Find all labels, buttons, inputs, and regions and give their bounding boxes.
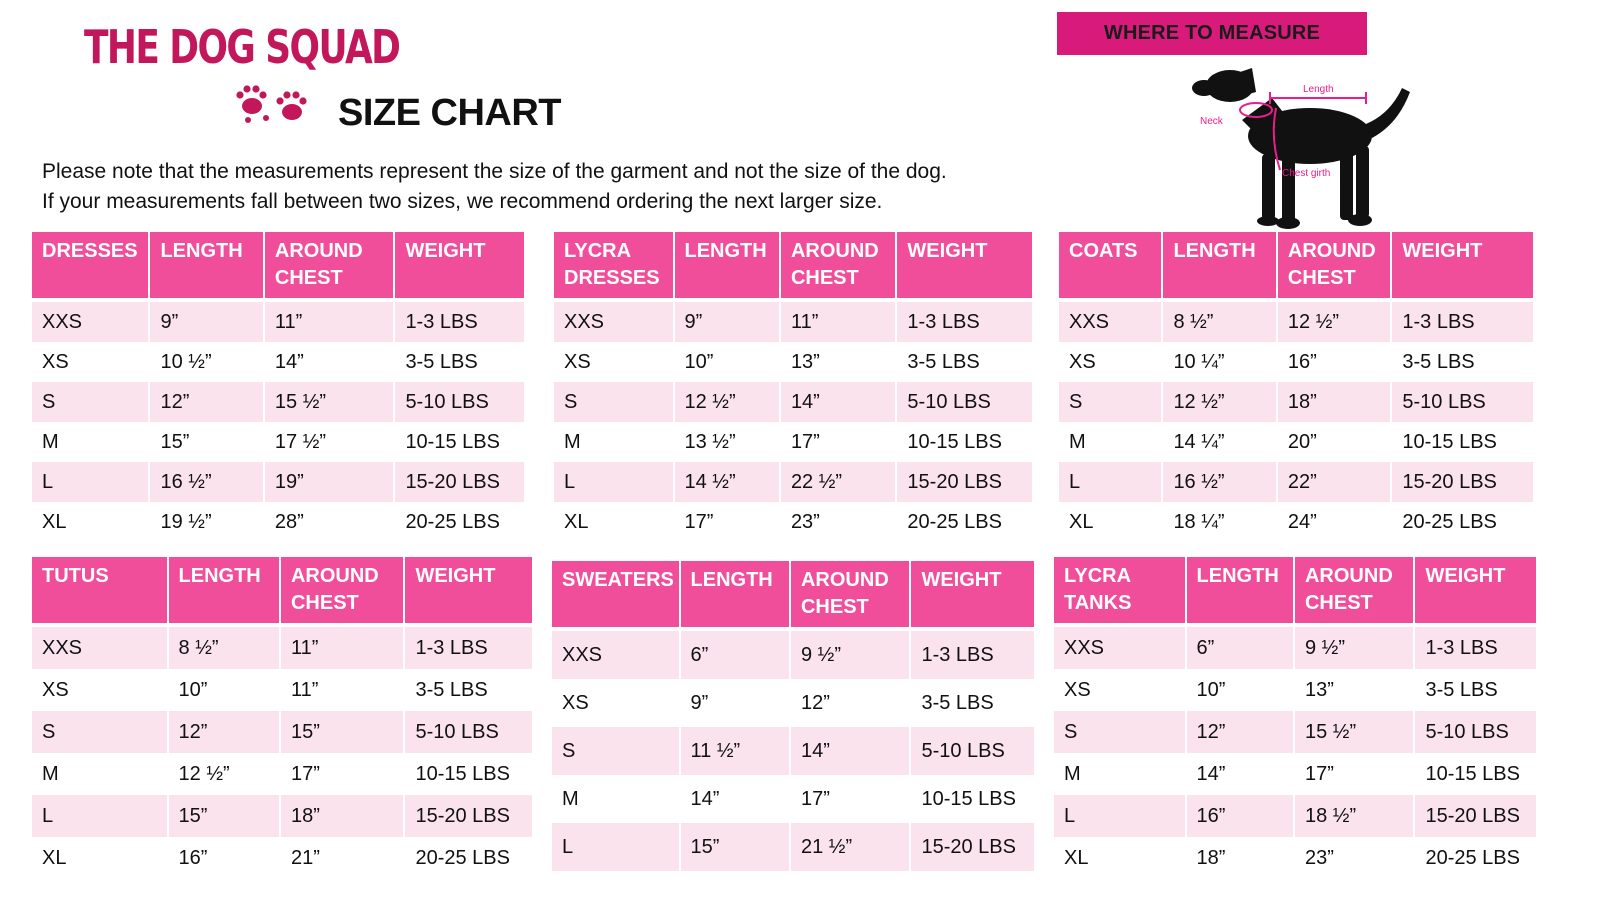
table-cell: 15” <box>681 823 789 871</box>
table-row <box>32 837 532 879</box>
table-cell: 22 ½” <box>781 462 895 502</box>
table-cell: 15-20 LBS <box>1392 462 1533 502</box>
column-header: LENGTH <box>1187 557 1293 627</box>
table-cell: 15” <box>169 795 279 837</box>
table-cell: M <box>1054 753 1185 795</box>
table-cell: 5-10 LBS <box>911 727 1034 775</box>
table-row <box>32 462 524 502</box>
column-header: WEIGHT <box>1392 232 1533 302</box>
table-cell: 14” <box>791 727 909 775</box>
table-cell: M <box>554 422 673 462</box>
table-row <box>1054 669 1536 711</box>
table-cell: XL <box>32 502 148 542</box>
table-cell: 12” <box>1187 711 1293 753</box>
table-row <box>554 382 1032 422</box>
table-cell: XS <box>1054 669 1185 711</box>
table-cell: 20-25 LBS <box>1392 502 1533 542</box>
table-row <box>32 627 532 669</box>
table-cell: 14 ½” <box>675 462 779 502</box>
table-cell: M <box>1059 422 1161 462</box>
table-cell: 19 ½” <box>150 502 262 542</box>
table-cell: 10-15 LBS <box>897 422 1032 462</box>
table-cell: 17” <box>675 502 779 542</box>
table-cell: 9” <box>150 302 262 342</box>
table-cell: XL <box>32 837 167 879</box>
table-row <box>32 302 524 342</box>
table-cell: 16” <box>1278 342 1390 382</box>
table-header-row <box>552 561 1034 631</box>
table-cell: 18 ½” <box>1295 795 1413 837</box>
table-cell: 13” <box>1295 669 1413 711</box>
table-cell: 10-15 LBS <box>911 775 1034 823</box>
table-cell: 11 ½” <box>681 727 789 775</box>
coats-size-table <box>1057 232 1535 542</box>
table-cell: 13 ½” <box>675 422 779 462</box>
table-cell: 1-3 LBS <box>897 302 1032 342</box>
table-row <box>554 462 1032 502</box>
table-cell: 14” <box>781 382 895 422</box>
column-header: SWEATERS <box>552 561 679 631</box>
table-cell: 12 ½” <box>675 382 779 422</box>
table-row <box>552 631 1034 679</box>
table-row <box>1059 422 1533 462</box>
table-cell: 23” <box>1295 837 1413 879</box>
table-cell: XXS <box>552 631 679 679</box>
table-row <box>1054 753 1536 795</box>
table-row <box>32 422 524 462</box>
table-cell: 10-15 LBS <box>405 753 532 795</box>
table-cell: 21 ½” <box>791 823 909 871</box>
table-row <box>1054 627 1536 669</box>
table-cell: XXS <box>1059 302 1161 342</box>
table-row <box>1054 711 1536 753</box>
table-cell: 21” <box>281 837 403 879</box>
column-header: AROUND CHEST <box>265 232 394 302</box>
column-header: COATS <box>1059 232 1161 302</box>
table-cell: 24” <box>1278 502 1390 542</box>
table-row <box>32 711 532 753</box>
table-header-row <box>32 557 532 627</box>
table-cell: 15” <box>150 422 262 462</box>
column-header: TUTUS <box>32 557 167 627</box>
column-header: LENGTH <box>1163 232 1275 302</box>
table-cell: 18” <box>281 795 403 837</box>
table-row <box>1059 342 1533 382</box>
table-row <box>1054 795 1536 837</box>
table-row <box>32 382 524 422</box>
table-cell: 12” <box>791 679 909 727</box>
table-cell: 10” <box>169 669 279 711</box>
table-cell: 9 ½” <box>791 631 909 679</box>
table-cell: 6” <box>681 631 789 679</box>
table-cell: 15-20 LBS <box>911 823 1034 871</box>
table-cell: L <box>32 795 167 837</box>
table-cell: 16 ½” <box>150 462 262 502</box>
table-cell: 15-20 LBS <box>405 795 532 837</box>
table-header-row <box>554 232 1032 302</box>
table-cell: 1-3 LBS <box>395 302 524 342</box>
table-cell: 9” <box>675 302 779 342</box>
table-cell: L <box>552 823 679 871</box>
table-cell: 3-5 LBS <box>1415 669 1536 711</box>
table-row <box>32 502 524 542</box>
table-cell: XS <box>1059 342 1161 382</box>
table-row <box>1054 837 1536 879</box>
table-cell: 11” <box>781 302 895 342</box>
table-cell: 10-15 LBS <box>395 422 524 462</box>
column-header: AROUND CHEST <box>791 561 909 631</box>
column-header: WEIGHT <box>395 232 524 302</box>
table-cell: 3-5 LBS <box>911 679 1034 727</box>
table-cell: 6” <box>1187 627 1293 669</box>
table-cell: 16” <box>1187 795 1293 837</box>
neck-label: Neck <box>1200 116 1223 127</box>
table-row <box>32 753 532 795</box>
table-cell: 12 ½” <box>169 753 279 795</box>
table-cell: 3-5 LBS <box>405 669 532 711</box>
table-cell: XL <box>554 502 673 542</box>
chest-girth-label: Chest girth <box>1282 168 1331 179</box>
column-header: WEIGHT <box>911 561 1034 631</box>
dog-measure-diagram <box>1190 58 1420 234</box>
table-row <box>554 502 1032 542</box>
table-cell: 8 ½” <box>1163 302 1275 342</box>
length-label: Length <box>1303 84 1334 95</box>
table-header-row <box>1054 557 1536 627</box>
where-to-measure-banner: WHERE TO MEASURE <box>1057 12 1367 55</box>
table-cell: 10” <box>1187 669 1293 711</box>
table-row <box>1059 302 1533 342</box>
table-cell: 11” <box>281 627 403 669</box>
table-cell: 22” <box>1278 462 1390 502</box>
table-cell: 14” <box>681 775 789 823</box>
table-cell: 20-25 LBS <box>395 502 524 542</box>
table-cell: L <box>1054 795 1185 837</box>
table-row <box>554 342 1032 382</box>
table-cell: 12” <box>169 711 279 753</box>
table-cell: 5-10 LBS <box>405 711 532 753</box>
table-cell: XS <box>32 342 148 382</box>
table-cell: L <box>1059 462 1161 502</box>
table-cell: S <box>32 382 148 422</box>
column-header: AROUND CHEST <box>1295 557 1413 627</box>
table-cell: 17” <box>791 775 909 823</box>
table-cell: 12 ½” <box>1163 382 1275 422</box>
table-cell: 13” <box>781 342 895 382</box>
table-cell: 20-25 LBS <box>405 837 532 879</box>
table-cell: 18” <box>1278 382 1390 422</box>
brand-logo <box>84 20 400 120</box>
lycra-dresses-size-table <box>552 232 1034 542</box>
brand-name: THE DOG SQUAD <box>84 20 400 74</box>
column-header: DRESSES <box>32 232 148 302</box>
column-header: AROUND CHEST <box>281 557 403 627</box>
table-cell: 18” <box>1187 837 1293 879</box>
column-header: LYCRA DRESSES <box>554 232 673 302</box>
table-cell: 17 ½” <box>265 422 394 462</box>
table-cell: 11” <box>281 669 403 711</box>
table-cell: 5-10 LBS <box>1415 711 1536 753</box>
table-cell: 10-15 LBS <box>1392 422 1533 462</box>
table-cell: 17” <box>1295 753 1413 795</box>
table-cell: S <box>1054 711 1185 753</box>
table-cell: 15 ½” <box>1295 711 1413 753</box>
table-cell: 12 ½” <box>1278 302 1390 342</box>
table-cell: XS <box>554 342 673 382</box>
table-cell: 10 ½” <box>150 342 262 382</box>
table-row <box>32 795 532 837</box>
table-cell: M <box>32 753 167 795</box>
column-header: WEIGHT <box>405 557 532 627</box>
table-cell: 16” <box>169 837 279 879</box>
column-header: LENGTH <box>169 557 279 627</box>
table-cell: 15-20 LBS <box>897 462 1032 502</box>
table-row <box>552 679 1034 727</box>
table-cell: M <box>552 775 679 823</box>
table-cell: XXS <box>1054 627 1185 669</box>
table-cell: 12” <box>150 382 262 422</box>
table-cell: 16 ½” <box>1163 462 1275 502</box>
table-cell: 5-10 LBS <box>1392 382 1533 422</box>
table-cell: 20” <box>1278 422 1390 462</box>
table-cell: XXS <box>554 302 673 342</box>
table-cell: 9” <box>681 679 789 727</box>
column-header: LENGTH <box>675 232 779 302</box>
table-cell: 14” <box>1187 753 1293 795</box>
column-header: AROUND CHEST <box>1278 232 1390 302</box>
note-line-2: If your measurements fall between two sizes, we recommend ordering the next larger size. <box>42 190 883 213</box>
page-title: SIZE CHART <box>338 92 561 134</box>
table-cell: 10” <box>675 342 779 382</box>
table-cell: S <box>552 727 679 775</box>
table-cell: 10-15 LBS <box>1415 753 1536 795</box>
table-cell: 8 ½” <box>169 627 279 669</box>
table-row <box>552 775 1034 823</box>
table-row <box>554 302 1032 342</box>
table-cell: 3-5 LBS <box>897 342 1032 382</box>
table-row <box>1059 462 1533 502</box>
column-header: LENGTH <box>150 232 262 302</box>
table-row <box>552 727 1034 775</box>
table-row <box>1059 502 1533 542</box>
table-cell: 5-10 LBS <box>395 382 524 422</box>
table-cell: M <box>32 422 148 462</box>
column-header: WEIGHT <box>1415 557 1536 627</box>
table-cell: XXS <box>32 627 167 669</box>
table-cell: 1-3 LBS <box>405 627 532 669</box>
table-row <box>32 342 524 382</box>
table-row <box>1059 382 1533 422</box>
table-cell: XS <box>32 669 167 711</box>
table-cell: 3-5 LBS <box>1392 342 1533 382</box>
column-header: LYCRA TANKS <box>1054 557 1185 627</box>
table-row <box>32 669 532 711</box>
table-cell: 28” <box>265 502 394 542</box>
table-header-row <box>32 232 524 302</box>
table-row <box>554 422 1032 462</box>
table-cell: 1-3 LBS <box>1415 627 1536 669</box>
table-cell: 20-25 LBS <box>897 502 1032 542</box>
table-cell: 14 ¼” <box>1163 422 1275 462</box>
table-cell: 20-25 LBS <box>1415 837 1536 879</box>
table-cell: XXS <box>32 302 148 342</box>
table-cell: S <box>554 382 673 422</box>
table-cell: 1-3 LBS <box>1392 302 1533 342</box>
table-cell: L <box>32 462 148 502</box>
table-cell: 1-3 LBS <box>911 631 1034 679</box>
table-cell: 18 ¼” <box>1163 502 1275 542</box>
table-cell: 14” <box>265 342 394 382</box>
table-cell: S <box>32 711 167 753</box>
table-cell: 23” <box>781 502 895 542</box>
column-header: LENGTH <box>681 561 789 631</box>
table-cell: XS <box>552 679 679 727</box>
table-cell: 17” <box>781 422 895 462</box>
table-cell: 15” <box>281 711 403 753</box>
sweaters-size-table <box>550 561 1036 871</box>
table-cell: 10 ¼” <box>1163 342 1275 382</box>
table-cell: S <box>1059 382 1161 422</box>
lycra-tanks-size-table <box>1052 557 1538 879</box>
table-cell: 15 ½” <box>265 382 394 422</box>
column-header: WEIGHT <box>897 232 1032 302</box>
table-cell: 17” <box>281 753 403 795</box>
paw-prints-icon <box>234 68 324 132</box>
tutus-size-table <box>30 557 534 879</box>
table-cell: 3-5 LBS <box>395 342 524 382</box>
table-cell: 5-10 LBS <box>897 382 1032 422</box>
table-cell: 9 ½” <box>1295 627 1413 669</box>
table-cell: XL <box>1054 837 1185 879</box>
table-cell: L <box>554 462 673 502</box>
table-cell: 15-20 LBS <box>1415 795 1536 837</box>
note-line-1: Please note that the measurements represent the size of the garment and not the size of the dog. <box>42 160 947 183</box>
table-header-row <box>1059 232 1533 302</box>
table-cell: 11” <box>265 302 394 342</box>
table-row <box>552 823 1034 871</box>
dresses-size-table <box>30 232 526 542</box>
table-cell: 15-20 LBS <box>395 462 524 502</box>
table-cell: XL <box>1059 502 1161 542</box>
column-header: AROUND CHEST <box>781 232 895 302</box>
table-cell: 19” <box>265 462 394 502</box>
